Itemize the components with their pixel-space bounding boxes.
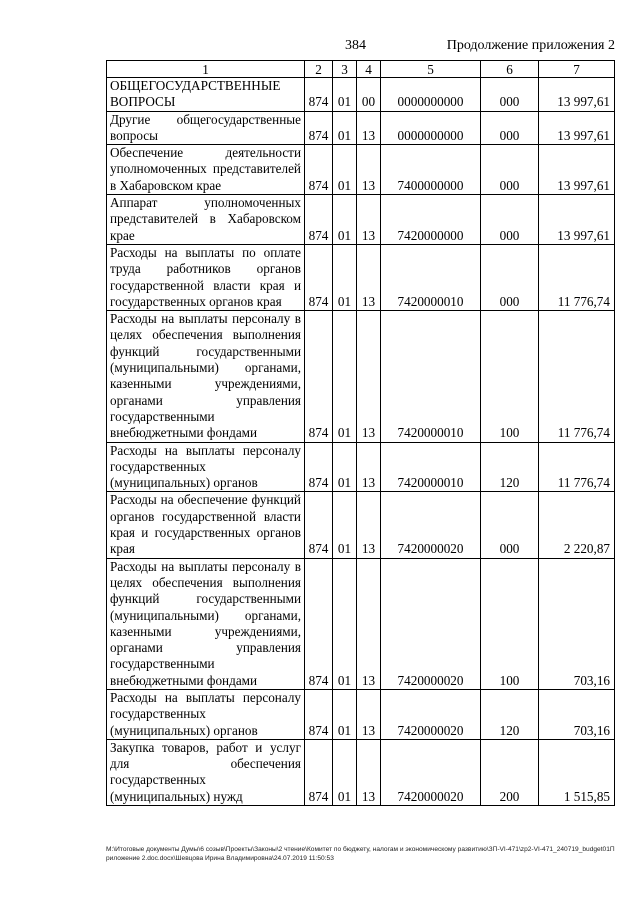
- row-target-cell: 7420000020: [381, 739, 481, 805]
- row-subsection-cell: 13: [357, 195, 381, 245]
- row-code-cell: 874: [305, 492, 333, 558]
- row-expense-type-cell: 120: [481, 442, 539, 492]
- row-section-cell: 01: [333, 492, 357, 558]
- row-name-cell: ОБЩЕГОСУДАРСТВЕННЫЕ ВОПРОСЫ: [107, 78, 305, 112]
- row-expense-type-cell: 000: [481, 78, 539, 112]
- column-header: 1: [107, 61, 305, 78]
- table-row: [107, 739, 615, 805]
- row-amount-cell: 11 776,74: [539, 311, 615, 442]
- row-section-cell: 01: [333, 739, 357, 805]
- row-code-cell: 874: [305, 111, 333, 145]
- row-target-cell: 0000000000: [381, 78, 481, 112]
- row-code-cell: 874: [305, 442, 333, 492]
- row-subsection-cell: 00: [357, 78, 381, 112]
- row-name-cell: Расходы на выплаты по оплате труда работников органов государственной власти края и государственных органов края: [107, 244, 305, 310]
- row-section-cell: 01: [333, 442, 357, 492]
- row-name-cell: Расходы на выплаты персоналу государственных (муниципальных) органов: [107, 442, 305, 492]
- table-row: [107, 492, 615, 558]
- column-header: 4: [357, 61, 381, 78]
- row-name-cell: Закупка товаров, работ и услуг для обеспечения государственных (муниципальных) нужд: [107, 739, 305, 805]
- table-row: [107, 442, 615, 492]
- row-expense-type-cell: 000: [481, 145, 539, 195]
- row-amount-cell: 13 997,61: [539, 195, 615, 245]
- continuation-label: Продолжение приложения 2: [446, 38, 615, 53]
- row-expense-type-cell: 000: [481, 244, 539, 310]
- row-subsection-cell: 13: [357, 689, 381, 739]
- table-row: [107, 689, 615, 739]
- row-amount-cell: 703,16: [539, 558, 615, 689]
- row-name-cell: Расходы на выплаты персоналу в целях обеспечения выполнения функций государственными (муниципальными) органами, казенными учреждениями, органами управления государственными внебюджетными фондами: [107, 558, 305, 689]
- row-target-cell: 7420000020: [381, 689, 481, 739]
- row-amount-cell: 13 997,61: [539, 78, 615, 112]
- row-amount-cell: 1 515,85: [539, 739, 615, 805]
- row-section-cell: 01: [333, 244, 357, 310]
- row-subsection-cell: 13: [357, 442, 381, 492]
- page-number: 384: [345, 38, 366, 53]
- column-header: 7: [539, 61, 615, 78]
- row-name-cell: Обеспечение деятельности уполномоченных представителей в Хабаровском крае: [107, 145, 305, 195]
- row-code-cell: 874: [305, 145, 333, 195]
- row-expense-type-cell: 000: [481, 111, 539, 145]
- table-row: [107, 244, 615, 310]
- row-section-cell: 01: [333, 78, 357, 112]
- row-subsection-cell: 13: [357, 244, 381, 310]
- column-header: 5: [381, 61, 481, 78]
- row-amount-cell: 11 776,74: [539, 244, 615, 310]
- row-code-cell: 874: [305, 244, 333, 310]
- row-target-cell: 7420000010: [381, 244, 481, 310]
- row-section-cell: 01: [333, 111, 357, 145]
- document-footer-path: M:\Итоговые документы Думы\6 созыв\Проекты\Законы\2 чтение\Комитет по бюджету, налогам и экономическому развитию\ЗП-VI-471\zp2-VI-471_240719_budget01Приложение 2.doc.docx\Шевцова Ирина Владимировна\24.07.2019 11:50:53: [106, 846, 615, 862]
- row-expense-type-cell: 000: [481, 195, 539, 245]
- row-subsection-cell: 13: [357, 739, 381, 805]
- table-header-row: [107, 61, 615, 78]
- row-section-cell: 01: [333, 689, 357, 739]
- row-name-cell: Расходы на выплаты персоналу в целях обеспечения выполнения функций государственными (муниципальными) органами, казенными учреждениями, органами управления государственными внебюджетными фондами: [107, 311, 305, 442]
- row-subsection-cell: 13: [357, 558, 381, 689]
- row-code-cell: 874: [305, 311, 333, 442]
- row-section-cell: 01: [333, 145, 357, 195]
- column-header: 3: [333, 61, 357, 78]
- row-name-cell: Расходы на выплаты персоналу государственных (муниципальных) органов: [107, 689, 305, 739]
- row-code-cell: 874: [305, 78, 333, 112]
- row-section-cell: 01: [333, 311, 357, 442]
- row-target-cell: 7420000010: [381, 311, 481, 442]
- row-amount-cell: 13 997,61: [539, 111, 615, 145]
- row-subsection-cell: 13: [357, 111, 381, 145]
- row-target-cell: 7420000000: [381, 195, 481, 245]
- row-subsection-cell: 13: [357, 145, 381, 195]
- row-target-cell: 7420000010: [381, 442, 481, 492]
- row-section-cell: 01: [333, 195, 357, 245]
- row-code-cell: 874: [305, 558, 333, 689]
- table-row: [107, 311, 615, 442]
- row-expense-type-cell: 120: [481, 689, 539, 739]
- row-section-cell: 01: [333, 558, 357, 689]
- row-amount-cell: 2 220,87: [539, 492, 615, 558]
- row-target-cell: 7420000020: [381, 558, 481, 689]
- table-row: [107, 78, 615, 112]
- row-amount-cell: 703,16: [539, 689, 615, 739]
- row-code-cell: 874: [305, 689, 333, 739]
- table-row: [107, 558, 615, 689]
- row-subsection-cell: 13: [357, 311, 381, 442]
- row-target-cell: 7400000000: [381, 145, 481, 195]
- row-expense-type-cell: 100: [481, 558, 539, 689]
- row-expense-type-cell: 100: [481, 311, 539, 442]
- row-expense-type-cell: 200: [481, 739, 539, 805]
- row-name-cell: Расходы на обеспечение функций органов государственной власти края и государственных органов края: [107, 492, 305, 558]
- budget-table: [106, 60, 615, 806]
- row-code-cell: 874: [305, 739, 333, 805]
- row-amount-cell: 11 776,74: [539, 442, 615, 492]
- row-amount-cell: 13 997,61: [539, 145, 615, 195]
- table-row: [107, 145, 615, 195]
- row-subsection-cell: 13: [357, 492, 381, 558]
- table-row: [107, 195, 615, 245]
- row-name-cell: Другие общегосударственные вопросы: [107, 111, 305, 145]
- row-expense-type-cell: 000: [481, 492, 539, 558]
- row-name-cell: Аппарат уполномоченных представителей в Хабаровском крае: [107, 195, 305, 245]
- row-code-cell: 874: [305, 195, 333, 245]
- row-target-cell: 7420000020: [381, 492, 481, 558]
- row-target-cell: 0000000000: [381, 111, 481, 145]
- table-row: [107, 111, 615, 145]
- column-header: 6: [481, 61, 539, 78]
- column-header: 2: [305, 61, 333, 78]
